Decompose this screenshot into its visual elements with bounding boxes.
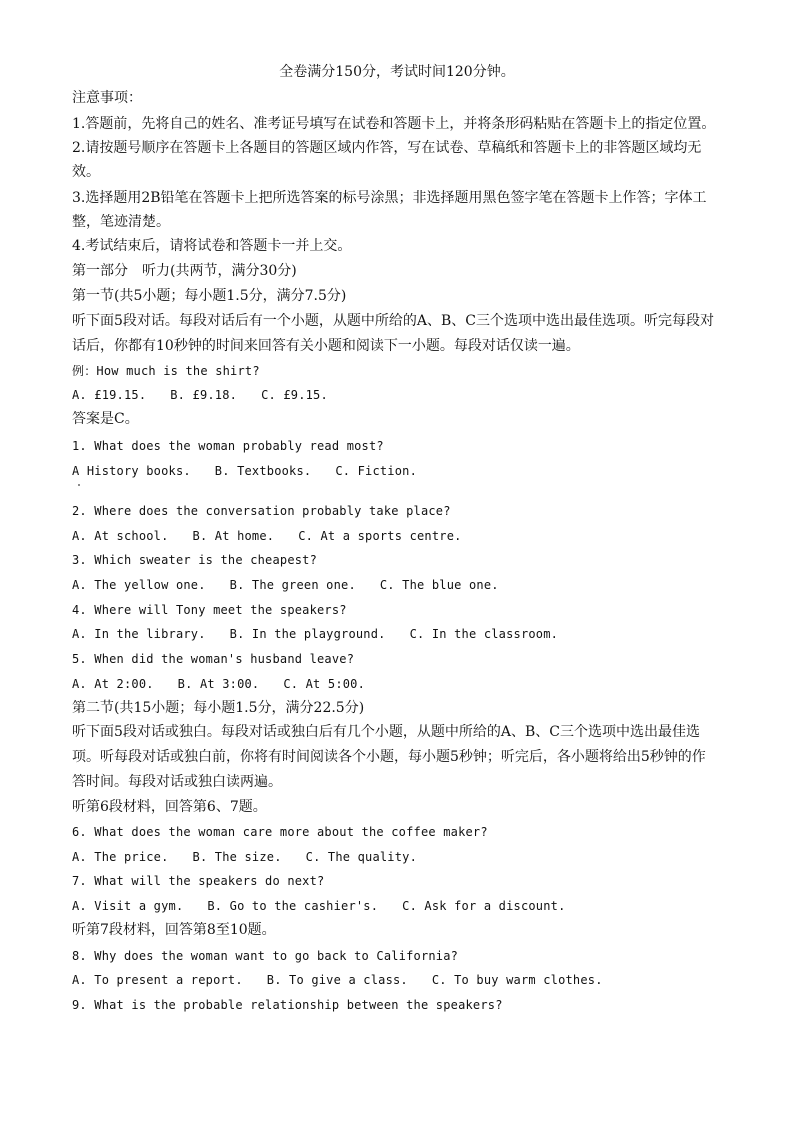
question-2-options bbox=[72, 526, 732, 546]
option-b: B. At 3:00. bbox=[177, 677, 260, 691]
example-answer: 答案是C。 bbox=[72, 411, 139, 427]
question-6: 6. What does the woman care more about the coffee maker? bbox=[72, 825, 488, 839]
question-7: 7. What will the speakers do next? bbox=[72, 874, 325, 888]
option-c: C. At a sports centre. bbox=[298, 529, 462, 543]
question-3-options bbox=[72, 575, 732, 595]
option-a: A History books. bbox=[72, 464, 191, 478]
notice-item-4: 4.考试结束后，请将试卷和答题卡一并上交。 bbox=[72, 238, 352, 254]
example-options bbox=[72, 385, 732, 405]
question-7-options bbox=[72, 896, 732, 916]
notice-item-3-cont: 整，笔迹清楚。 bbox=[72, 214, 170, 230]
question-2: 2. Where does the conversation probably take place? bbox=[72, 504, 451, 518]
question-9: 9. What is the probable relationship between the speakers? bbox=[72, 998, 503, 1012]
material-7-heading: 听第7段材料，回答第8至10题。 bbox=[72, 922, 276, 938]
option-c: C. £9.15. bbox=[261, 388, 328, 402]
question-1: 1. What does the woman probably read most? bbox=[72, 439, 384, 453]
option-c: C. The blue one. bbox=[379, 578, 499, 592]
option-a: A. £19.15. bbox=[72, 388, 147, 402]
notice-title: 注意事项： bbox=[72, 90, 142, 106]
part1-title: 第一部分 听力(共两节，满分30分) bbox=[72, 263, 297, 279]
question-3: 3. Which sweater is the cheapest? bbox=[72, 553, 318, 567]
question-6-options bbox=[72, 847, 732, 867]
notice-item-2-cont: 效。 bbox=[72, 164, 100, 180]
section2-title: 第二节(共15小题；每小题1.5分，满分22.5分) bbox=[72, 700, 365, 716]
option-a: A. At school. bbox=[72, 529, 169, 543]
option-a: A. The price. bbox=[72, 850, 169, 864]
option-c: C. To buy warm clothes. bbox=[431, 973, 603, 987]
option-c: C. The quality. bbox=[305, 850, 418, 864]
section2-instructions: 听下面5段对话或独白。每段对话或独白后有几个小题，从题中所给的A、B、C三个选项中选出最佳选 bbox=[72, 724, 701, 740]
material-6-heading: 听第6段材料，回答第6、7题。 bbox=[72, 799, 267, 815]
question-5-options bbox=[72, 674, 732, 694]
option-a: A. To present a report. bbox=[72, 973, 243, 987]
option-b: B. Go to the cashier's. bbox=[207, 899, 379, 913]
question-1-options bbox=[72, 461, 732, 481]
option-b: B. The size. bbox=[192, 850, 282, 864]
option-b: B. The green one. bbox=[229, 578, 356, 592]
question-8: 8. Why does the woman want to go back to California? bbox=[72, 949, 459, 963]
option-a: A. At 2:00. bbox=[72, 677, 154, 691]
example-question: 例：How much is the shirt? bbox=[72, 364, 260, 378]
notice-item-2: 2.请按题号顺序在答题卡上各题目的答题区域内作答，写在试卷、草稿纸和答题卡上的非答题区域均无 bbox=[72, 140, 702, 156]
question-4: 4. Where will Tony meet the speakers? bbox=[72, 603, 347, 617]
option-a: A. The yellow one. bbox=[72, 578, 206, 592]
option-b: B. Textbooks. bbox=[214, 464, 312, 478]
option-c: C. Fiction. bbox=[335, 464, 417, 478]
section2-instructions-cont: 项。听每段对话或独白前，你将有时间阅读各个小题，每小题5秒钟；听完后，各小题将给出5秒钟的作 bbox=[72, 749, 706, 765]
section2-instructions-end: 答时间。每段对话或独白读两遍。 bbox=[72, 774, 282, 790]
option-b: B. At home. bbox=[192, 529, 275, 543]
option-c: C. Ask for a discount. bbox=[402, 899, 566, 913]
option-a: A. In the library. bbox=[72, 627, 206, 641]
question-4-options bbox=[72, 624, 732, 644]
notice-item-1: 1.答题前，先将自己的姓名、准考证号填写在试卷和答题卡上，并将条形码粘贴在答题卡上的指定位置。 bbox=[72, 116, 716, 132]
option-b: B. In the playground. bbox=[229, 627, 386, 641]
option-c: C. In the classroom. bbox=[409, 627, 559, 641]
question-8-options bbox=[72, 970, 732, 990]
section1-instructions: 听下面5段对话。每段对话后有一个小题，从题中所给的A、B、C三个选项中选出最佳选项。听完每段对 bbox=[72, 313, 715, 329]
notice-item-3: 3.选择题用2B铅笔在答题卡上把所选答案的标号涂黑；非选择题用黑色签字笔在答题卡上作答；字体工 bbox=[72, 190, 707, 206]
option-a: A. Visit a gym. bbox=[72, 899, 184, 913]
option-b: B. To give a class. bbox=[266, 973, 408, 987]
option-b: B. £9.18. bbox=[170, 388, 238, 402]
question-5: 5. When did the woman's husband leave? bbox=[72, 652, 355, 666]
stray-dot bbox=[78, 484, 80, 486]
exam-header: 全卷满分150分，考试时间120分钟。 bbox=[279, 64, 515, 80]
section1-instructions-cont: 话后，你都有10秒钟的时间来回答有关小题和阅读下一小题。每段对话仅读一遍。 bbox=[72, 338, 580, 354]
section1-title: 第一节(共5小题；每小题1.5分，满分7.5分) bbox=[72, 288, 347, 304]
option-c: C. At 5:00. bbox=[283, 677, 366, 691]
